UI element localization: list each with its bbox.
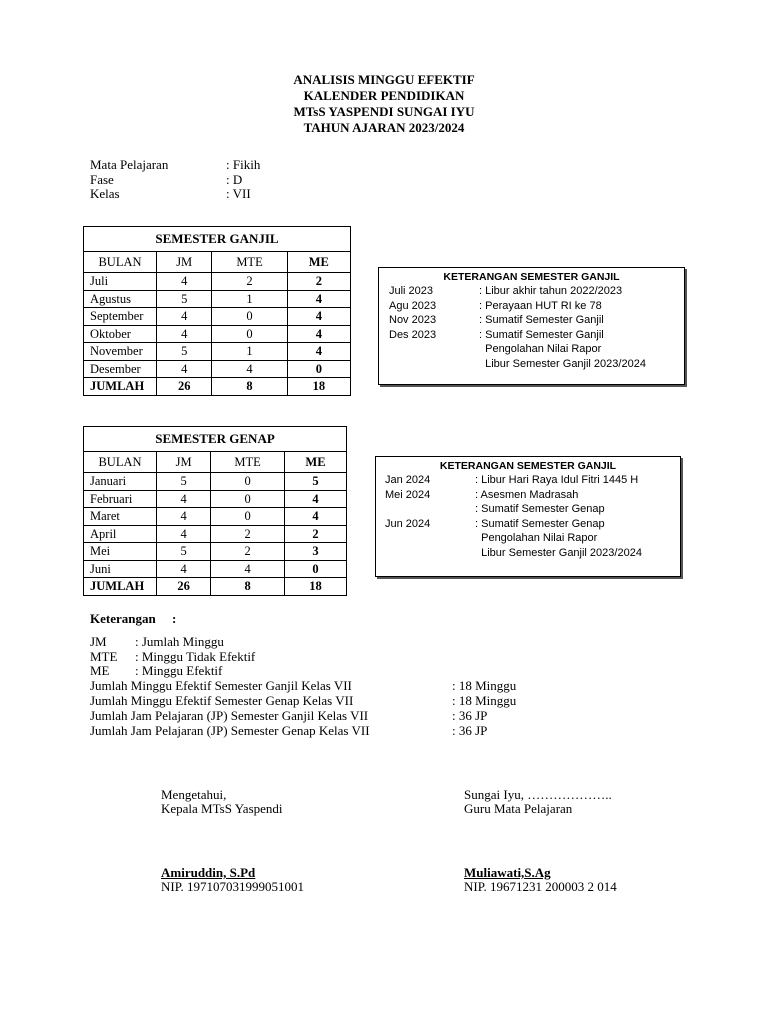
mte-total: 8 bbox=[212, 378, 287, 396]
sign-name: Amiruddin, S.Pd bbox=[161, 865, 256, 880]
note-row bbox=[385, 531, 680, 546]
legend-heading: Keterangan : bbox=[90, 611, 177, 626]
month-cell: Februari bbox=[84, 490, 157, 508]
info-row bbox=[90, 158, 260, 173]
info-row bbox=[90, 187, 260, 202]
title-line: ANALISIS MINGGU EFEKTIF bbox=[293, 72, 475, 87]
legend-row bbox=[90, 664, 516, 679]
month-cell: Oktober bbox=[84, 325, 157, 343]
month-cell: Januari bbox=[84, 473, 157, 491]
mte-cell: 0 bbox=[212, 325, 287, 343]
note-month: Agu 2023 bbox=[389, 299, 437, 312]
me-total: 18 bbox=[287, 378, 350, 396]
note-row bbox=[385, 473, 680, 488]
jm-total: 26 bbox=[157, 378, 212, 396]
info-label: Kelas bbox=[90, 186, 120, 201]
note-row bbox=[389, 328, 684, 343]
column-header: ME bbox=[287, 252, 350, 273]
note-month bbox=[389, 342, 479, 357]
info-value: : Fikih bbox=[226, 157, 261, 172]
legend-row bbox=[90, 635, 516, 650]
month-cell: September bbox=[84, 308, 157, 326]
info-value: : D bbox=[226, 171, 243, 187]
note-month: Mei 2024 bbox=[385, 488, 431, 501]
sign-line: Sungai Iyu, ……………….. bbox=[464, 787, 612, 802]
summary-value: : 36 JP bbox=[452, 722, 488, 738]
note-text: : Libur Hari Raya Idul Fitri 1445 H bbox=[475, 474, 639, 486]
mte-cell: 4 bbox=[212, 360, 287, 378]
me-cell: 4 bbox=[287, 308, 350, 326]
column-header: MTE bbox=[212, 252, 287, 273]
note-row bbox=[389, 342, 684, 357]
legend-row bbox=[90, 650, 516, 665]
table-row bbox=[84, 508, 347, 526]
note-month bbox=[385, 531, 475, 546]
month-cell: Desember bbox=[84, 360, 157, 378]
mte-cell: 2 bbox=[211, 525, 285, 543]
jm-cell: 4 bbox=[157, 508, 211, 526]
table-caption: SEMESTER GANJIL bbox=[84, 227, 351, 252]
me-cell: 4 bbox=[284, 490, 346, 508]
table-row bbox=[84, 543, 347, 561]
sign-name: Muliawati,S.Ag bbox=[464, 865, 551, 880]
column-header: MTE bbox=[211, 452, 285, 473]
mte-cell: 0 bbox=[211, 473, 285, 491]
total-label: JUMLAH bbox=[84, 378, 157, 396]
jm-cell: 5 bbox=[157, 290, 212, 308]
signature-left bbox=[161, 788, 304, 894]
table-row bbox=[84, 473, 347, 491]
mte-cell: 0 bbox=[211, 490, 285, 508]
note-month: Des 2023 bbox=[389, 328, 437, 341]
table-row bbox=[84, 273, 351, 291]
total-row bbox=[84, 378, 351, 396]
me-cell: 4 bbox=[287, 343, 350, 361]
table-row bbox=[84, 525, 347, 543]
summary-value: : 18 Minggu bbox=[452, 692, 517, 708]
title-line: MTsS YASPENDI SUNGAI IYU bbox=[293, 104, 475, 119]
note-text: : Sumatif Semester Genap bbox=[475, 503, 605, 516]
jm-cell: 5 bbox=[157, 473, 211, 491]
me-cell: 3 bbox=[284, 543, 346, 561]
mte-cell: 1 bbox=[212, 343, 287, 361]
info-label: Mata Pelajaran bbox=[90, 157, 169, 172]
table-row bbox=[84, 560, 347, 578]
summary-value: : 18 Minggu bbox=[452, 678, 517, 694]
document-title bbox=[0, 72, 768, 136]
note-row bbox=[385, 502, 680, 517]
me-cell: 0 bbox=[284, 560, 346, 578]
jm-cell: 5 bbox=[157, 343, 212, 361]
legend-abbr: ME bbox=[90, 663, 110, 679]
column-header: JM bbox=[157, 252, 212, 273]
note-row bbox=[385, 517, 680, 532]
me-cell: 0 bbox=[287, 360, 350, 378]
note-month bbox=[385, 546, 475, 561]
note-month: Jun 2024 bbox=[385, 517, 431, 530]
table-row bbox=[84, 490, 347, 508]
note-row bbox=[385, 488, 680, 503]
jm-cell: 5 bbox=[157, 543, 211, 561]
mte-cell: 0 bbox=[211, 508, 285, 526]
signature-right bbox=[464, 788, 617, 894]
month-cell: Mei bbox=[84, 543, 157, 561]
me-cell: 4 bbox=[287, 325, 350, 343]
jm-cell: 4 bbox=[157, 360, 212, 378]
summary-row bbox=[90, 709, 516, 724]
me-total: 18 bbox=[284, 578, 346, 596]
month-cell: April bbox=[84, 525, 157, 543]
mte-total: 8 bbox=[211, 578, 285, 596]
note-text: Libur Semester Ganjil 2023/2024 bbox=[475, 546, 642, 559]
note-text: : Sumatif Semester Ganjil bbox=[479, 328, 604, 341]
column-header: BULAN bbox=[84, 452, 157, 473]
note-row bbox=[389, 299, 684, 314]
note-month: Jan 2024 bbox=[385, 474, 431, 486]
table-row bbox=[84, 308, 351, 326]
note-row bbox=[389, 357, 684, 372]
sign-line: Mengetahui, bbox=[161, 787, 227, 802]
note-text: Pengolahan Nilai Rapor bbox=[479, 343, 602, 356]
title-line: TAHUN AJARAN 2023/2024 bbox=[303, 120, 465, 135]
mte-cell: 0 bbox=[212, 308, 287, 326]
note-month: Juli 2023 bbox=[389, 285, 434, 297]
jm-cell: 4 bbox=[157, 525, 211, 543]
jm-cell: 4 bbox=[157, 325, 212, 343]
total-row bbox=[84, 578, 347, 596]
table-row bbox=[84, 325, 351, 343]
note-row bbox=[389, 313, 684, 328]
info-value: : VII bbox=[226, 186, 251, 201]
note-text: Pengolahan Nilai Rapor bbox=[475, 532, 598, 545]
summary-value: : 36 JP bbox=[452, 707, 488, 723]
info-row bbox=[90, 173, 260, 188]
sign-role: Guru Mata Pelajaran bbox=[464, 801, 573, 816]
me-cell: 2 bbox=[284, 525, 346, 543]
ganjil-notes-box bbox=[378, 267, 685, 385]
mte-cell: 4 bbox=[211, 560, 285, 578]
title-line: KALENDER PENDIDIKAN bbox=[303, 88, 465, 103]
summary-row bbox=[90, 724, 516, 739]
month-cell: Juli bbox=[84, 273, 157, 291]
jm-cell: 4 bbox=[157, 490, 211, 508]
table-caption: SEMESTER GENAP bbox=[84, 427, 347, 452]
summary-label: Jumlah Minggu Efektif Semester Ganjil Kelas VII bbox=[90, 678, 352, 694]
note-text: Libur Semester Ganjil 2023/2024 bbox=[479, 357, 646, 370]
note-text: : Sumatif Semester Ganjil bbox=[479, 314, 604, 327]
me-cell: 2 bbox=[287, 273, 350, 291]
sign-role: Kepala MTsS Yaspendi bbox=[161, 801, 283, 816]
legend-meaning: : Minggu Tidak Efektif bbox=[135, 648, 256, 664]
me-cell: 4 bbox=[287, 290, 350, 308]
summary-row bbox=[90, 694, 516, 709]
note-row bbox=[385, 546, 680, 561]
legend-abbr: MTE bbox=[90, 648, 118, 664]
sign-nip: NIP. 197107031999051001 bbox=[161, 879, 305, 894]
note-text: : Perayaan HUT RI ke 78 bbox=[479, 299, 602, 312]
note-text: : Asesmen Madrasah bbox=[475, 488, 579, 501]
month-cell: November bbox=[84, 343, 157, 361]
column-header: JM bbox=[157, 452, 211, 473]
legend-section bbox=[90, 612, 516, 738]
info-label: Fase bbox=[90, 171, 114, 187]
notes-title: KETERANGAN SEMESTER GANJIL bbox=[439, 460, 617, 472]
month-cell: Maret bbox=[84, 508, 157, 526]
month-cell: Agustus bbox=[84, 290, 157, 308]
semester-ganjil-table bbox=[83, 226, 351, 396]
summary-row bbox=[90, 679, 516, 694]
note-text: : Libur akhir tahun 2022/2023 bbox=[479, 285, 623, 297]
semester-genap-table bbox=[83, 426, 347, 596]
mte-cell: 2 bbox=[212, 273, 287, 291]
summary-label: Jumlah Minggu Efektif Semester Genap Kelas VII bbox=[90, 692, 354, 708]
genap-notes-box bbox=[375, 456, 681, 577]
legend-meaning: : Minggu Efektif bbox=[135, 663, 223, 679]
me-cell: 5 bbox=[284, 473, 346, 491]
legend-abbr: JM bbox=[90, 633, 107, 649]
column-header: BULAN bbox=[84, 252, 157, 273]
total-label: JUMLAH bbox=[84, 578, 157, 596]
notes-title: KETERANGAN SEMESTER GANJIL bbox=[443, 271, 620, 283]
me-cell: 4 bbox=[284, 508, 346, 526]
sign-nip: NIP. 19671231 200003 2 014 bbox=[464, 879, 617, 894]
table-row bbox=[84, 290, 351, 308]
summary-label: Jumlah Jam Pelajaran (JP) Semester Genap Kelas VII bbox=[90, 722, 370, 738]
month-cell: Juni bbox=[84, 560, 157, 578]
table-row bbox=[84, 343, 351, 361]
column-header: ME bbox=[284, 452, 346, 473]
mte-cell: 1 bbox=[212, 290, 287, 308]
jm-total: 26 bbox=[157, 578, 211, 596]
legend-meaning: : Jumlah Minggu bbox=[135, 633, 224, 649]
mte-cell: 2 bbox=[211, 543, 285, 561]
note-month bbox=[389, 357, 479, 372]
summary-label: Jumlah Jam Pelajaran (JP) Semester Ganjil Kelas VII bbox=[90, 707, 369, 723]
table-row bbox=[84, 360, 351, 378]
note-text: : Sumatif Semester Genap bbox=[475, 517, 605, 530]
subject-info bbox=[90, 158, 260, 202]
note-row bbox=[389, 284, 684, 299]
note-month bbox=[385, 502, 475, 517]
note-month: Nov 2023 bbox=[389, 314, 437, 327]
jm-cell: 4 bbox=[157, 308, 212, 326]
jm-cell: 4 bbox=[157, 560, 211, 578]
jm-cell: 4 bbox=[157, 273, 212, 291]
